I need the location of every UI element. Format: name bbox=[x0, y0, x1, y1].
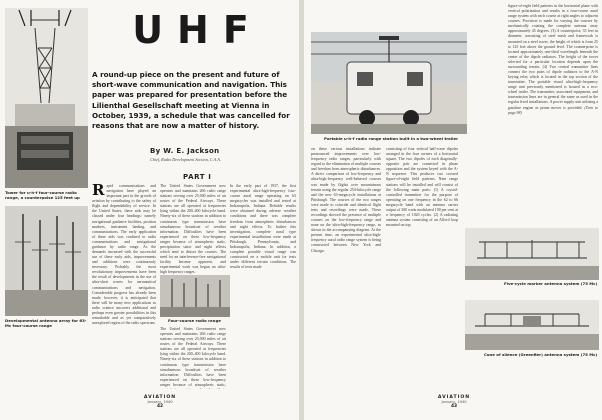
right-footer bbox=[414, 395, 494, 409]
four-course-caption: Four-course radio range bbox=[168, 318, 221, 323]
tower-caption: Tower for u-h-f four-course radio range, a counterpoise 125 feet up bbox=[5, 190, 80, 200]
antenna-array-photo bbox=[5, 206, 88, 316]
left-column-2: The United States Government now operates and maintains 266 radio range stations serving over 25,000 miles of air routes of the Federal Airways. These stations are all operated at frequencies lying within the 200–400 kilocycle band. Ninety-six of these stations in addition to continuous type transmission have simultaneous broadcast of weather information. Difficulties have been experienced on these low-frequency ranges because of atmospheric static, precipitation static and night effects which tend to distort the courses. The need for an interference-free navigational facility became apparent, and experimental work was begun on ultra-high frequency ranges. bbox=[160, 184, 226, 274]
right-column-3b-text: The portable visual ultra-high-frequency range unit previously mentioned is housed in a two-wheel trailer. The transmitter, associated equipment, and transmission lines are in general the same as used in the regular fixed installations. A power supply unit utilizing a gasoline engine as prime mover is provided. bbox=[508, 80, 598, 110]
right-footer-page: 43 bbox=[450, 404, 458, 409]
right-column-3-text: figure-of-eight field patterns in the horizontal plane with vertical polarization and results in a four-course aural range system with each course at right angles to adjacent courses. Provision is made for varying the courses by mechanically rotating the complete antenna array approximately 45 degrees. (3) A counterpoise, 35 feet in diameter, consisting of steel mesh and framework is mounted on a steel tower, the height of which is from 25 to 125 feet above the ground level. The counterpoise is located approximately one-third wavelength beneath the center of the dipole radiators. The height of the tower selected for a particular location depends upon the surrounding terrain. (4) Two central transmitter lines connect the two pairs of dipole radiators to the A-N keying relay which is located in the top section of the transmitter. bbox=[508, 4, 598, 85]
left-footer-page: 42 bbox=[156, 404, 164, 409]
antenna-array-caption: Developmental antenna array for 63-Mc four-course range bbox=[5, 318, 87, 328]
left-column-2b: The United States Government now operates and maintains 266 radio range stations serving over 25,000 miles of air routes of the Federal Airways. These stations are all operated at frequencies lying within the 200–400 kilocycle band. Ninety-six of these stations in addition to continuous type transmission have simultaneous broadcast of weather information. Difficulties have been experienced on these low-frequency ranges because of atmospheric static, bbox=[160, 327, 226, 387]
tower-illustration bbox=[5, 8, 88, 188]
right-footer-magazine: AVIATION bbox=[437, 395, 471, 400]
trailer-photo bbox=[311, 32, 467, 134]
five-cycle-illustration bbox=[465, 228, 599, 280]
left-page bbox=[0, 0, 299, 420]
five-cycle-caption: Five-cycle marker antenna system (75 Mc) bbox=[504, 281, 598, 286]
cone-of-silence-caption: Cone of silence (Greenfier) antenna system (75 Mc) bbox=[484, 352, 598, 357]
cone-of-silence-photo bbox=[465, 300, 599, 350]
byline: By W. E. Jackson bbox=[150, 147, 220, 155]
four-course-illustration bbox=[160, 275, 230, 317]
right-column-3 bbox=[508, 4, 598, 224]
left-footer bbox=[120, 395, 200, 409]
continued-notice: (Turn to page 98) bbox=[508, 105, 598, 115]
article-title: UHF bbox=[132, 8, 263, 52]
tower-photo bbox=[5, 8, 88, 188]
left-footer-magazine: AVIATION bbox=[143, 395, 177, 400]
cone-of-silence-illustration bbox=[465, 300, 599, 350]
byline-affiliation: Chief, Radio Development Section, C.A.A. bbox=[150, 157, 221, 162]
four-course-photo bbox=[160, 275, 230, 317]
left-column-3: In the early part of 1937, the first experimental ultra-high-frequency four-course aural range operating on 63 megacycles was installed and tested at Indianapolis, Indiana. Reliable results were obtained during adverse weather conditions and there was complete freedom from atmospheric disturbances and night effects. To further this investigation, complete aural type experimental installations were made at Pittsburgh, Pennsylvania, and Indianapolis, Indiana. In addition, a complete portable visual range was constructed on a mobile unit for tests under different terrain conditions. The results of tests made bbox=[230, 184, 296, 270]
right-footer-date: January, 1940 bbox=[441, 400, 467, 404]
five-cycle-photo bbox=[465, 228, 599, 280]
right-column-1: on these various installations indicate pronounced improvements over low-frequency radio ranges, particularly with regard to the elimination of multiple courses and freedom from atmospheric disturbances. A direct comparison of low-frequency and ultra-high-frequency well-behaved courses was made by flights over mountainous terrain using the regular 254-kilocycle range and the new 63-megacycle installations at Pittsburgh. The courses of the two ranges were made to coincide and identical flight tests and recordings were made. These recordings showed the presence of multiple courses on the low-frequency range and none on the ultra-high-frequency range, as shown in the accompanying diagram. At the present time, an experimental ultra-high-frequency aural radio range system is being constructed between New York and Chicago. bbox=[311, 147, 381, 253]
antenna-array-illustration bbox=[5, 206, 88, 316]
drop-cap: R bbox=[92, 184, 105, 199]
trailer-illustration bbox=[311, 32, 467, 134]
article-lede: A round-up piece on the present and future of short-wave communication and navigation. This paper was prepared for presentation before the Lilienthal Gesellschaft meeting at Vienna in October, 1939, a schedule that was cancelled for reasons that are now a matter of history. bbox=[92, 70, 290, 131]
right-column-2: consisting of four vertical half-wave dipoles arranged in the four corners of a horizontal square. The two dipoles of each diagonally-opposite pair are connected in phase opposition and the system keyed with the A-N sequence. This produces two crossed figure-of-eight field patterns. Nine range stations will be installed and will consist of the following main parts: (1) A crystal-controlled transmitter for the purpose of operating on one frequency in the 62 to 66 megacycle band with an antenna carrier output of 300 watts modulated 100 per cent at a frequency of 1020 cycles. (2) A radiating antenna system consisting of an Alford loop mounted on top. bbox=[386, 147, 458, 228]
trailer-caption: Portable u-h-f radio range station built in a two-wheel trailer bbox=[324, 136, 459, 141]
part-heading: PART I bbox=[183, 173, 212, 181]
right-page bbox=[304, 0, 602, 420]
left-footer-date: January, 1940 bbox=[147, 400, 173, 404]
left-column-1 bbox=[92, 184, 156, 388]
left-column-1-text: apid communications and navigation have played an important part in the growth of aviation by contributing to the safety of flight and dependability of service. In the United States, these aids may be classed under four headings: namely navigational guidance facilities, position markers, instrument landing, and communications. The early application of these aids was confined to radio communications and navigational guidance by radio range. As the demands increased with the successful use of these early aids, improvements and additions were continuously necessary. Probably the most revolutionary improvements have been the result of developments in the use of ultra-short waves for aeronautical communications and navigation. Considerable progress has already been made; however, it is anticipated that there will be many new applications as radio science uncovers additional and perhaps even greater possibilities in this remarkable and as yet comparatively unexplored region of the radio spectrum. bbox=[92, 184, 156, 326]
